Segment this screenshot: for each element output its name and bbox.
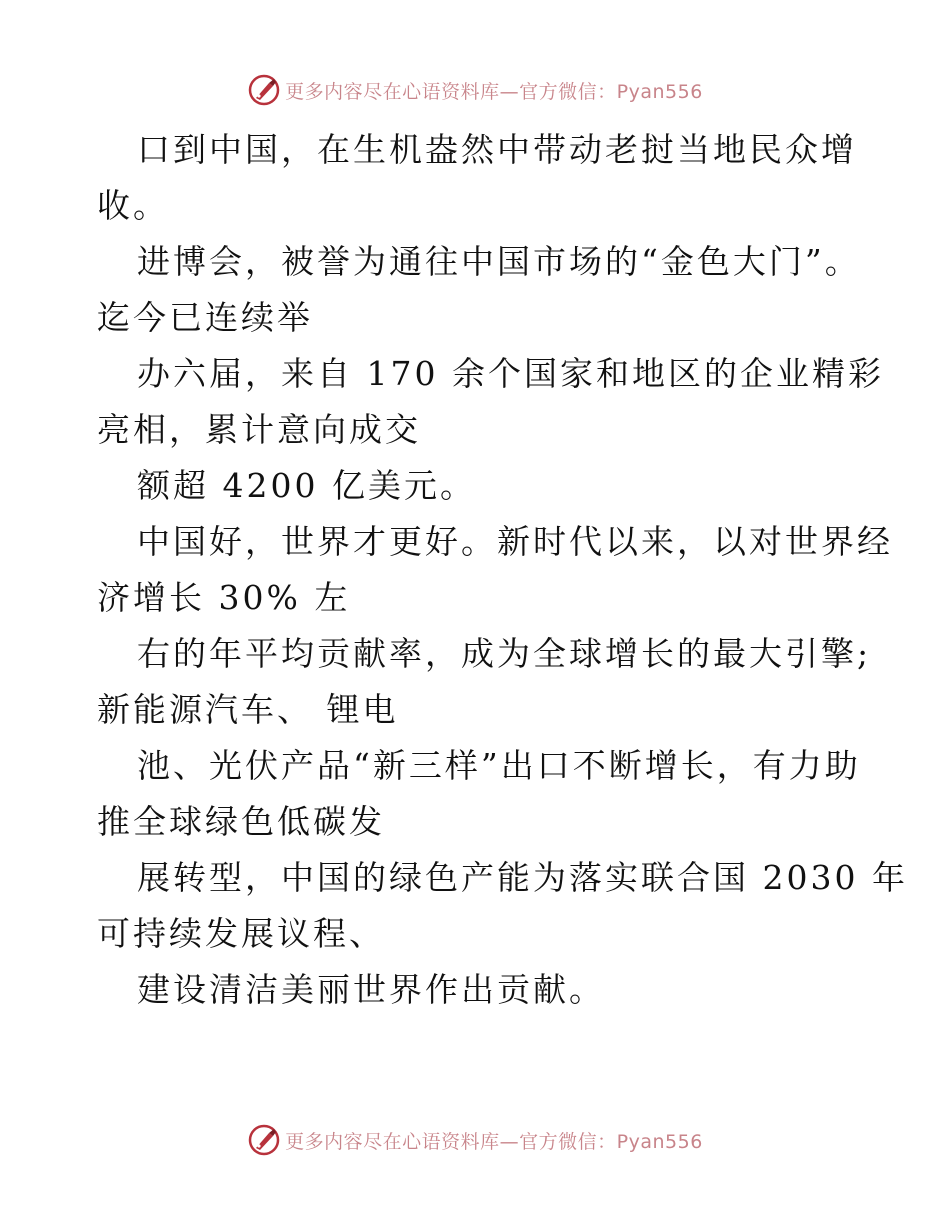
text-line: 济增长 30% 左 <box>97 578 351 617</box>
text-line: 额超 4200 亿美元。 <box>137 466 476 505</box>
pen-nib-logo-icon <box>247 1123 281 1157</box>
header-watermark-text: 更多内容尽在心语资料库—官方微信：Pyan556 <box>285 80 703 103</box>
text-line: 收。 <box>97 186 169 225</box>
footer-watermark-text: 更多内容尽在心语资料库—官方微信：Pyan556 <box>285 1130 703 1153</box>
text-line: 新能源汽车、 锂电 <box>97 690 399 729</box>
text-line: 建设清洁美丽世界作出贡献。 <box>137 970 605 1009</box>
text-line: 进博会，被誉为通往中国市场的“金色大门”。 <box>137 242 861 281</box>
text-line: 可持续发展议程、 <box>97 914 385 953</box>
text-line: 中国好，世界才更好。新时代以来，以对世界经 <box>137 522 893 561</box>
pen-nib-logo-icon <box>247 73 281 107</box>
footer-watermark-banner <box>0 1120 950 1160</box>
text-line: 办六届，来自 170 余个国家和地区的企业精彩 <box>137 354 884 393</box>
text-line: 池、光伏产品“新三样”出口不断增长，有力助 <box>137 746 861 785</box>
header-watermark-banner <box>0 70 950 110</box>
text-line: 展转型，中国的绿色产能为落实联合国 2030 年 <box>137 858 908 897</box>
text-line: 口到中国，在生机盎然中带动老挝当地民众增 <box>137 130 857 169</box>
text-line: 亮相，累计意向成交 <box>97 410 421 449</box>
text-line: 右的年平均贡献率，成为全球增长的最大引擎; <box>137 634 872 673</box>
document-body <box>97 122 908 1018</box>
text-line: 迄今已连续举 <box>97 298 313 337</box>
text-line: 推全球绿色低碳发 <box>97 802 385 841</box>
